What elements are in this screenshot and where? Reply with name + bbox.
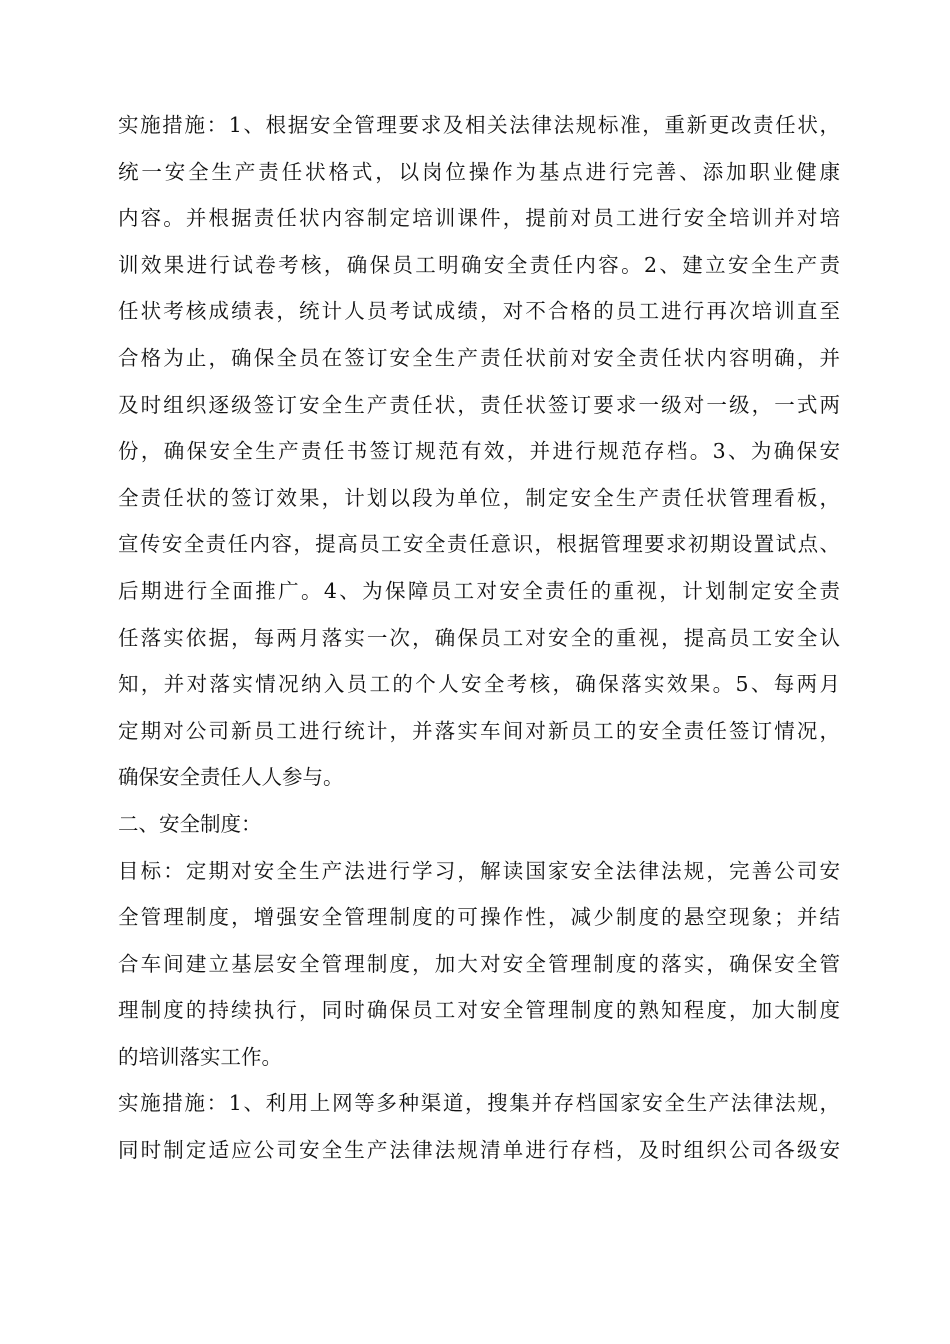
text-line: 宣传安全责任内容，提高员工安全责任意识，根据管理要求初期设置试点、	[118, 532, 840, 557]
text-line: 定期对公司新员工进行统计，并落实车间对新员工的安全责任签订情况，	[118, 718, 840, 743]
section-heading-safety-system	[118, 801, 840, 848]
text-line: 全责任状的签订效果，计划以段为单位，制定安全生产责任状管理看板，	[118, 485, 840, 510]
text-line: 合格为止，确保全员在签订安全生产责任状前对安全责任状内容明确，并	[118, 345, 840, 370]
text-line: 目标：定期对安全生产法进行学习，解读国家安全法律法规，完善公司安	[118, 858, 840, 883]
text-line: 知，并对落实情况纳入员工的个人安全考核，确保落实效果。5、每两月	[118, 672, 840, 697]
text-line: 内容。并根据责任状内容制定培训课件，提前对员工进行安全培训并对培	[118, 206, 840, 231]
measures-paragraph-1	[118, 102, 840, 801]
text-line: 实施措施：1、利用上网等多种渠道，搜集并存档国家安全生产法律法规，	[118, 1091, 840, 1116]
text-line: 确保安全责任人人参与。	[118, 765, 344, 790]
text-line: 及时组织逐级签订安全生产责任状，责任状签订要求一级对一级，一式两	[118, 392, 840, 417]
text-line: 任状考核成绩表，统计人员考试成绩，对不合格的员工进行再次培训直至	[118, 299, 840, 324]
text-line: 同时制定适应公司安全生产法律法规清单进行存档，及时组织公司各级安	[118, 1138, 840, 1163]
document-body	[118, 102, 840, 1174]
text-line: 统一安全生产责任状格式，以岗位操作为基点进行完善、添加职业健康	[118, 159, 840, 184]
text-line: 全管理制度，增强安全管理制度的可操作性，减少制度的悬空现象；并结	[118, 905, 840, 930]
text-line: 的培训落实工作。	[118, 1044, 282, 1069]
goal-paragraph	[118, 848, 840, 1081]
text-line: 二、安全制度：	[118, 811, 262, 836]
text-line: 实施措施：1、根据安全管理要求及相关法律法规标准，重新更改责任状，	[118, 113, 840, 137]
measures-paragraph-2	[118, 1080, 840, 1173]
text-line: 任落实依据，每两月落实一次，确保员工对安全的重视，提高员工安全认	[118, 625, 840, 650]
text-line: 后期进行全面推广。4、为保障员工对安全责任的重视，计划制定安全责	[118, 578, 840, 603]
text-line: 理制度的持续执行，同时确保员工对安全管理制度的熟知程度，加大制度	[118, 998, 840, 1023]
text-line: 份，确保安全生产责任书签订规范有效，并进行规范存档。3、为确保安	[118, 439, 840, 464]
text-line: 训效果进行试卷考核，确保员工明确安全责任内容。2、建立安全生产责	[118, 252, 840, 277]
text-line: 合车间建立基层安全管理制度，加大对安全管理制度的落实，确保安全管	[118, 951, 840, 976]
